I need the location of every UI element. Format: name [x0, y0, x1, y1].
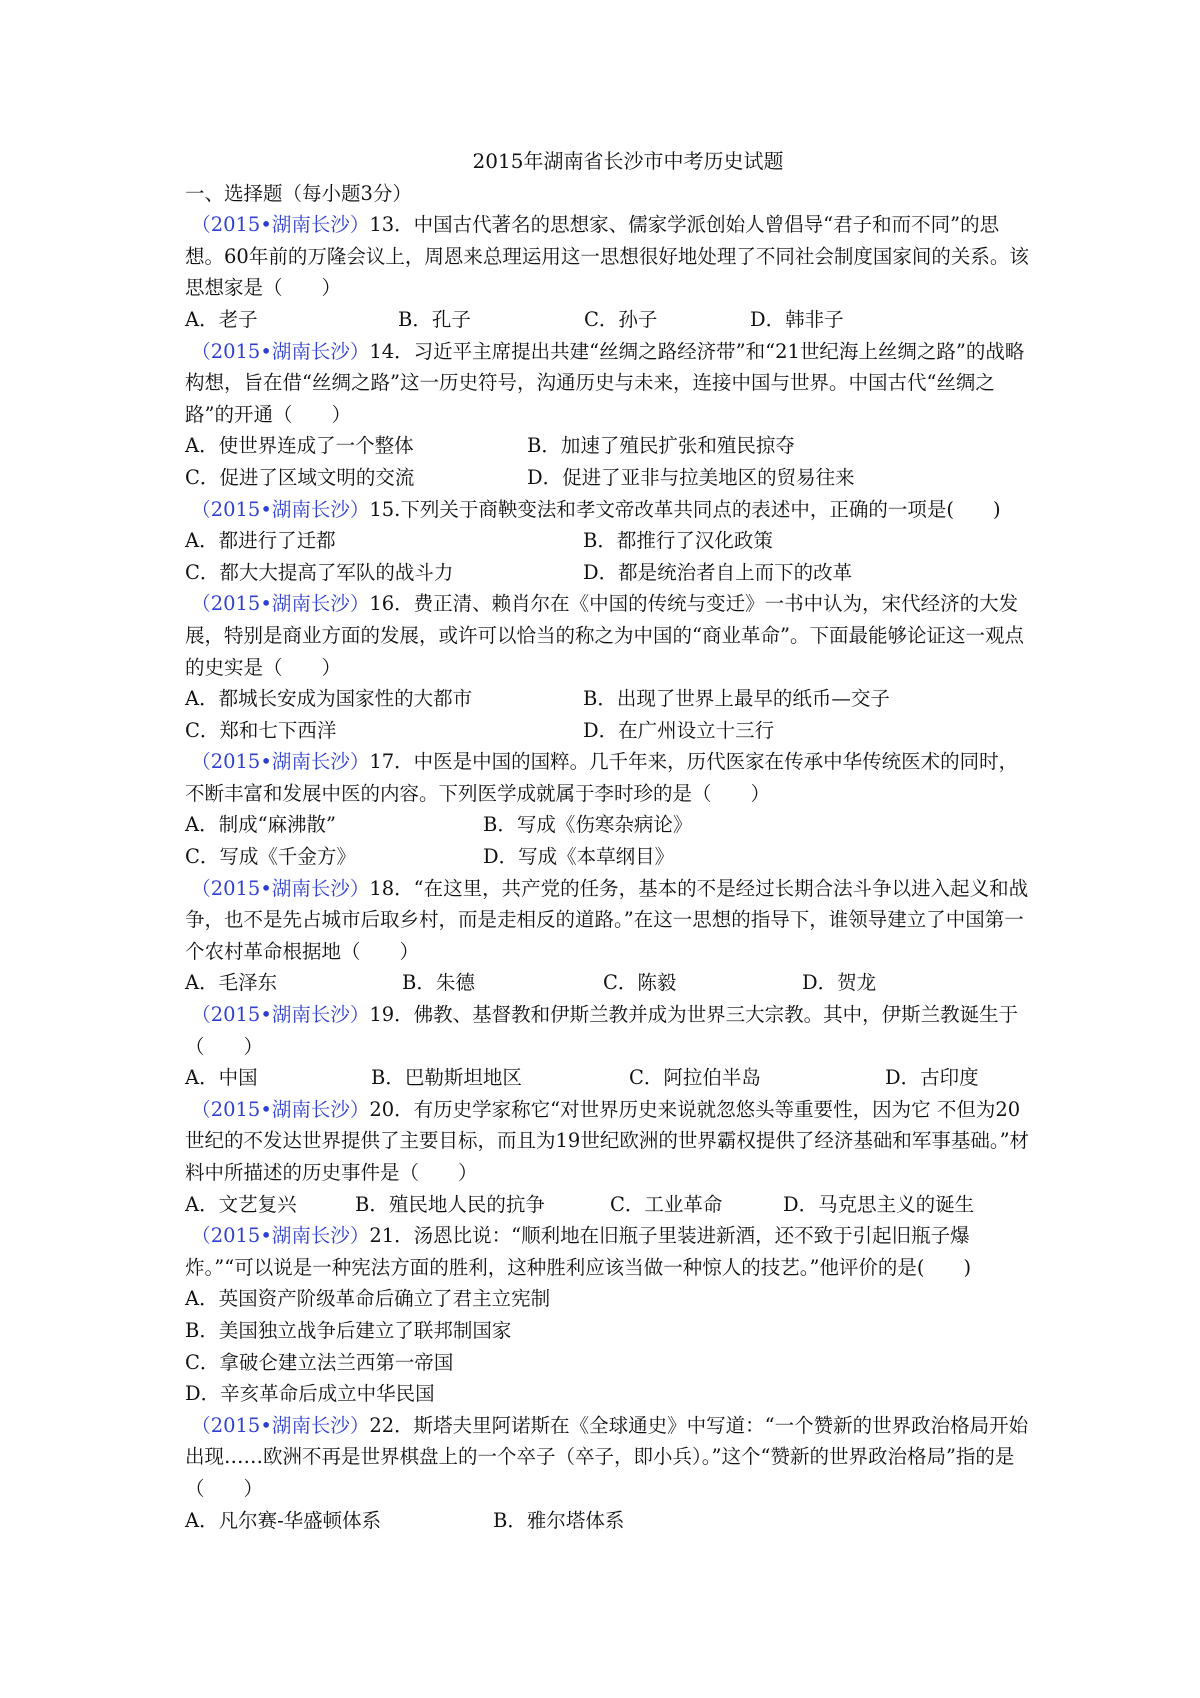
- options-row: [185, 1189, 1031, 1221]
- option-a: A．使世界连成了一个整体: [185, 434, 414, 458]
- option-d: D．马克思主义的诞生: [783, 1192, 975, 1216]
- option-d: D．辛亥革命后成立中华民国: [185, 1382, 435, 1406]
- options-row: [185, 683, 1031, 715]
- option-a: A．毛泽东: [185, 971, 278, 995]
- question-18: [185, 873, 1031, 968]
- question-source: （2015•湖南长沙）: [191, 1413, 370, 1437]
- option-a: A．制成“麻沸散”: [185, 813, 337, 837]
- option-d: D．写成《本草纲目》: [483, 845, 675, 869]
- question-stem: 22．斯塔夫里阿诺斯在《全球通史》中写道：“一个赞新的世界政治格局开始出现……欧洲不再是世界棋盘上的一个卒子（卒子，即小兵）。”这个“赞新的世界政治格局”指的是（ ）: [185, 1413, 1029, 1500]
- question-stem: 21．汤恩比说：“顺利地在旧瓶子里装进新酒，还不致于引起旧瓶子爆炸。”“可以说是一种宪法方面的胜利，这种胜利应该当做一种惊人的技艺。”他评价的是( ): [185, 1224, 972, 1279]
- option-a: A．都城长安成为国家性的大都市: [185, 687, 473, 711]
- options-list: [185, 1283, 1031, 1409]
- question-16: [185, 588, 1031, 683]
- options-row: [185, 557, 1031, 589]
- question-22: [185, 1410, 1031, 1505]
- option-b: B．雅尔塔体系: [493, 1508, 625, 1532]
- question-stem: 16．费正清、赖肖尔在《中国的传统与变迁》一书中认为，宋代经济的大发展，特别是商业方面的发展，或许可以恰当的称之为中国的“商业革命”。下面最能够论证这一观点的史实是（ ）: [185, 592, 1024, 679]
- option-b: B．巴勒斯坦地区: [371, 1066, 522, 1090]
- exam-title: 2015年湖南省长沙市中考历史试题: [472, 149, 784, 173]
- option-b: B．加速了殖民扩张和殖民掠夺: [527, 434, 795, 458]
- options-row: [185, 1062, 1031, 1094]
- option-c: C．郑和七下西洋: [185, 718, 337, 742]
- option-a: A．文艺复兴: [185, 1192, 297, 1216]
- question-source: （2015•湖南长沙）: [191, 592, 370, 616]
- option-a: A．老子: [185, 307, 258, 331]
- question-stem: 14．习近平主席提出共建“丝绸之路经济带”和“21世纪海上丝绸之路”的战略构想，旨在借“丝绸之路”这一历史符号，沟通历史与未来，连接中国与世界。中国古代“丝绸之路”的开通（ ）: [185, 339, 1025, 426]
- option-b: B．都推行了汉化政策: [583, 529, 773, 553]
- question-source: （2015•湖南长沙）: [191, 1224, 370, 1248]
- question-source: （2015•湖南长沙）: [191, 750, 370, 774]
- question-stem: 17．中医是中国的国粹。几千年来，历代医家在传承中华传统医术的同时，不断丰富和发展中医的内容。下列医学成就属于李时珍的是（ ）: [185, 750, 1019, 805]
- question-stem: 13．中国古代著名的思想家、儒家学派创始人曾倡导“君子和而不同”的思想。60年前的万隆会议上，周恩来总理运用这一思想很好地处理了不同社会制度国家间的关系。该思想家是（ ）: [185, 213, 1029, 300]
- option-c: C．孙子: [584, 307, 658, 331]
- option-d: D．都是统治者自上而下的改革: [583, 560, 853, 584]
- question-15: [185, 494, 1031, 526]
- exam-page: [185, 146, 1031, 1536]
- option-a: A．凡尔赛-华盛顿体系: [185, 1508, 382, 1532]
- question-source: （2015•湖南长沙）: [191, 497, 370, 521]
- question-13: [185, 209, 1031, 304]
- option-c: C．拿破仑建立法兰西第一帝国: [185, 1350, 454, 1374]
- option-a: A．英国资产阶级革命后确立了君主立宪制: [185, 1287, 551, 1311]
- option-d: D．古印度: [885, 1066, 979, 1090]
- option-a: A．都进行了迁都: [185, 529, 336, 553]
- option-b: B．出现了世界上最早的纸币—交子: [583, 687, 890, 711]
- option-d: D．促进了亚非与拉美地区的贸易往来: [527, 465, 855, 489]
- option-d: D．韩非子: [750, 307, 844, 331]
- option-d: D．在广州设立十三行: [583, 718, 775, 742]
- option-b: B．美国独立战争后建立了联邦制国家: [185, 1318, 512, 1342]
- options-row: [185, 841, 1031, 873]
- section-heading: 一、选择题（每小题3分）: [185, 181, 412, 205]
- option-a: A．中国: [185, 1066, 258, 1090]
- option-c: C．阿拉伯半岛: [629, 1066, 761, 1090]
- option-d: D．贺龙: [802, 971, 877, 995]
- option-c: C．工业革命: [610, 1192, 723, 1216]
- question-stem: 18．“在这里，共产党的任务，基本的不是经过长期合法斗争以进入起义和战争，也不是先占城市后取乡村，而是走相反的道路。”在这一思想的指导下，谁领导建立了中国第一个农村革命根据地（ ）: [185, 876, 1029, 963]
- option-b: B．朱德: [402, 971, 475, 995]
- question-19: [185, 999, 1031, 1062]
- question-stem: 20．有历史学家称它“对世界历史来说就忽悠头等重要性，因为它 不但为20世纪的不发达世界提供了主要目标，而且为19世纪欧洲的世界霸权提供了经济基础和军事基础。”材料中所描述的历史事件是（ ）: [185, 1097, 1030, 1184]
- option-b: B．孔子: [398, 307, 471, 331]
- question-source: （2015•湖南长沙）: [191, 1097, 370, 1121]
- options-row: [185, 809, 1031, 841]
- options-row: [185, 967, 1031, 999]
- option-b: B．写成《伤寒杂病论》: [483, 813, 693, 837]
- options-row: [185, 304, 1031, 336]
- options-row: [185, 462, 1031, 494]
- question-source: （2015•湖南长沙）: [191, 876, 370, 900]
- question-17: [185, 746, 1031, 809]
- options-row: [185, 430, 1031, 462]
- question-source: （2015•湖南长沙）: [191, 339, 370, 363]
- question-source: （2015•湖南长沙）: [191, 213, 370, 237]
- question-21: [185, 1220, 1031, 1283]
- question-source: （2015•湖南长沙）: [191, 1003, 370, 1027]
- options-row: [185, 715, 1031, 747]
- option-c: C．都大大提高了军队的战斗力: [185, 560, 454, 584]
- option-b: B．殖民地人民的抗争: [355, 1192, 545, 1216]
- options-row: [185, 1505, 1031, 1537]
- question-stem: 15.下列关于商鞅变法和孝文帝改革共同点的表述中，正确的一项是( ): [369, 497, 1001, 521]
- option-c: C．陈毅: [603, 971, 677, 995]
- option-c: C．写成《千金方》: [185, 845, 356, 869]
- question-stem: 19．佛教、基督教和伊斯兰教并成为世界三大宗教。其中，伊斯兰教诞生于（ ）: [185, 1003, 1019, 1058]
- question-14: [185, 336, 1031, 431]
- option-c: C．促进了区域文明的交流: [185, 465, 415, 489]
- options-row: [185, 525, 1031, 557]
- question-20: [185, 1094, 1031, 1189]
